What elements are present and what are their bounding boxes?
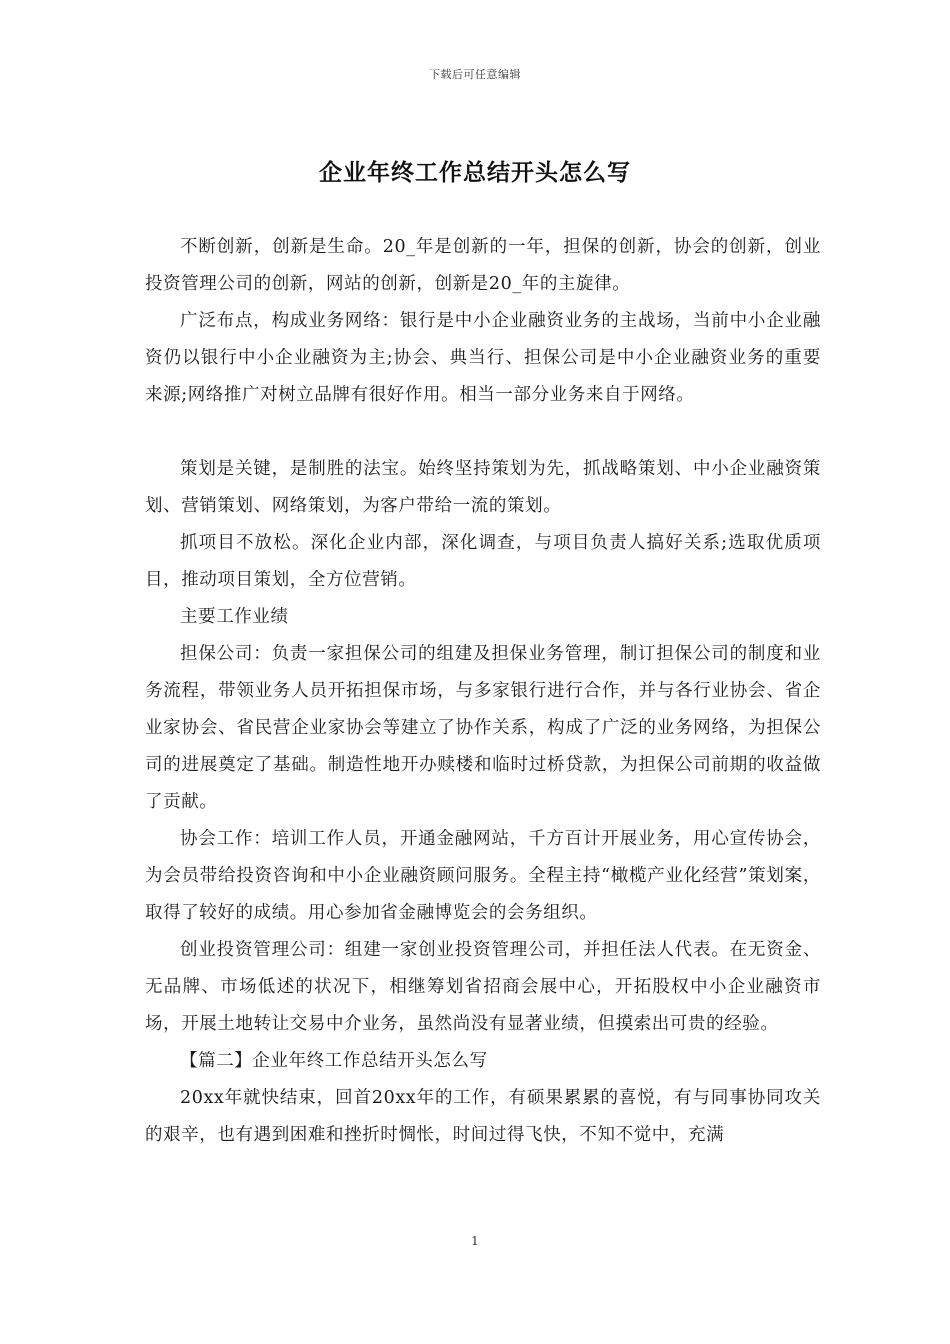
paragraph: 抓项目不放松。深化企业内部，深化调查，与项目负责人搞好关系;选取优质项目，推动项目策划，全方位营销。 xyxy=(145,533,821,590)
paragraph: 策划是关键，是制胜的法宝。始终坚持策划为先，抓战略策划、中小企业融资策划、营销策划、网络策划，为客户带给一流的策划。 xyxy=(145,459,821,516)
page-number: 1 xyxy=(471,1234,479,1248)
section-heading: 主要工作业绩 xyxy=(180,607,289,627)
paragraph: 创业投资管理公司：组建一家创业投资管理公司，并担任法人代表。在无资金、无品牌、市场低述的状况下，相继筹划省招商会展中心，开拓股权中小企业融资市场，开展土地转让交易中介业务，虽然尚没有显著业绩，但摸索出可贵的经验。 xyxy=(145,940,821,1034)
paragraph: 不断创新，创新是生命。20_年是创新的一年，担保的创新，协会的创新，创业投资管理公司的创新，网站的创新，创新是20_年的主旋律。 xyxy=(145,237,821,294)
header-note: 下载后可任意编辑 xyxy=(429,68,521,81)
document-title: 企业年终工作总结开头怎么写 xyxy=(319,159,631,186)
section-heading: 【篇二】企业年终工作总结开头怎么写 xyxy=(180,1051,488,1071)
paragraph: 广泛布点，构成业务网络：银行是中小企业融资业务的主战场，当前中小企业融资仍以银行中小企业融资为主;协会、典当行、担保公司是中小企业融资业务的重要来源;网络推广对树立品牌有很好作用。相当一部分业务来自于网络。 xyxy=(145,311,821,405)
document-body xyxy=(145,229,821,1154)
paragraph: 担保公司：负责一家担保公司的组建及担保业务管理，制订担保公司的制度和业务流程，带领业务人员开拓担保市场，与多家银行进行合作，并与各行业协会、省企业家协会、省民营企业家协会等建立了协作关系，构成了广泛的业务网络，为担保公司的进展奠定了基础。制造性地开办赎楼和临时过桥贷款，为担保公司前期的收益做了贡献。 xyxy=(145,644,821,812)
paragraph: 协会工作：培训工作人员，开通金融网站，千方百计开展业务，用心宣传协会，为会员带给投资咨询和中小企业融资顾问服务。全程主持“橄榄产业化经营”策划案，取得了较好的成绩。用心参加省金融博览会的会务组织。 xyxy=(145,829,821,923)
paragraph: 20xx年就快结束，回首20xx年的工作，有硕果累累的喜悦，有与同事协同攻关的艰辛，也有遇到困难和挫折时惆怅，时间过得飞快，不知不觉中，充满 xyxy=(145,1088,821,1145)
